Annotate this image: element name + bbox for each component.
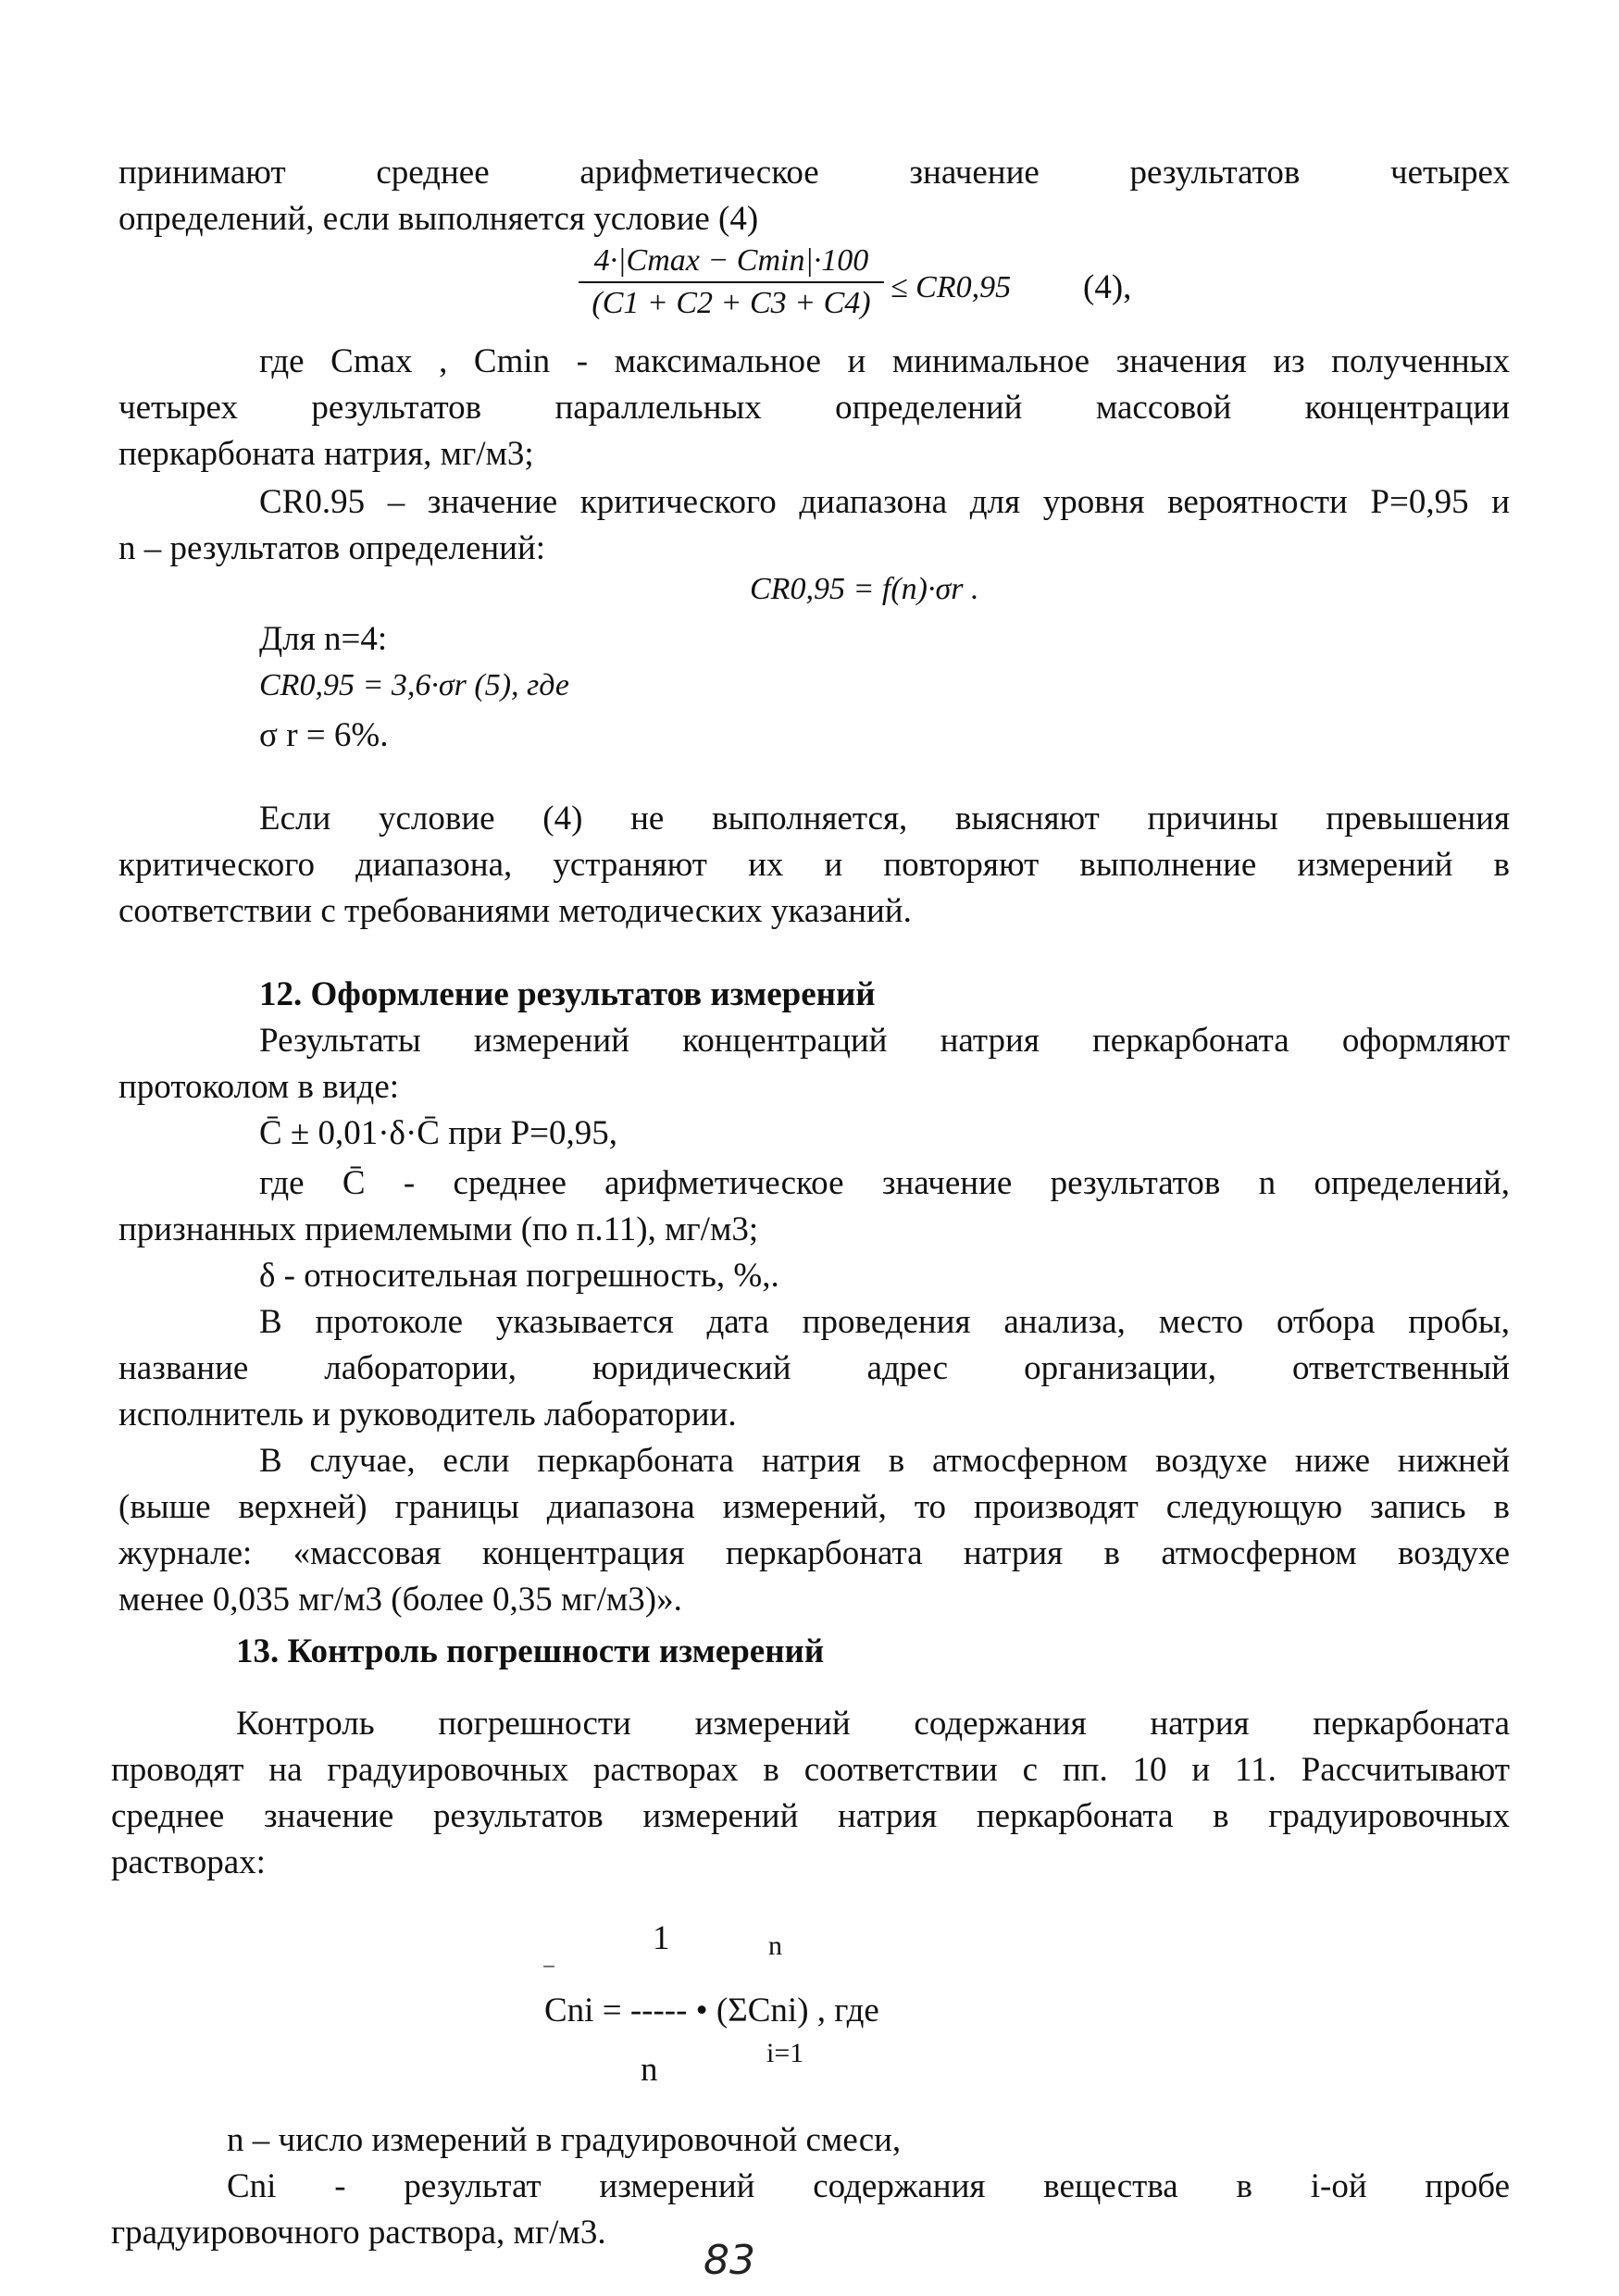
text-line: Для n=4: <box>259 620 388 658</box>
section-heading-13: 13. Контроль погрешности измерений <box>236 1632 825 1670</box>
text-line: n – результатов определений: <box>118 529 546 567</box>
text-line: σ r = 6%. <box>259 716 389 754</box>
text-line: протоколом в виде: <box>118 1068 400 1106</box>
text-line: где C̄ - среднее арифметическое значение результатов n определений, <box>259 1164 1510 1202</box>
text-line: проводят на градуировочных растворах в соответствии с пп. 10 и 11. Рассчитывают <box>111 1751 1510 1789</box>
text-line: Cni - результат измерений содержания вещества в i-ой пробе <box>227 2167 1510 2205</box>
formula-6-one: 1 <box>653 1919 670 1957</box>
formula-5: CR0,95 = 3,6·σr (5), где <box>259 668 570 702</box>
text-line: Если условие (4) не выполняется, выясняют причины превышения <box>259 800 1510 838</box>
page-number: 83 <box>704 2237 755 2284</box>
text-line: градуировочного раствора, мг/м3. <box>111 2214 606 2252</box>
text-line: исполнитель и руководитель лаборатории. <box>118 1396 737 1433</box>
text-line: соответствии с требованиями методических указаний. <box>118 892 912 930</box>
section-heading-12: 12. Оформление результатов измерений <box>259 975 876 1013</box>
formula-6-main: Cni = ----- • (ΣCni) , где <box>544 1992 879 2029</box>
formula-result: C̄ ± 0,01·δ·C̄ при Р=0,95, <box>259 1114 618 1152</box>
formula-6-index: i=1 <box>766 2038 804 2068</box>
text-line: Контроль погрешности измерений содержания натрия перкарбоната <box>236 1705 1510 1743</box>
text-line: перкарбоната натрия, мг/м3; <box>118 435 534 473</box>
formula-6-bar-mark: ‾ <box>544 1964 554 1994</box>
text-line: определений, если выполняется условие (4) <box>118 200 759 238</box>
text-line: название лаборатории, юридический адрес организации, ответственный <box>118 1349 1510 1387</box>
text-line: принимают среднее арифметическое значение результатов четырех <box>118 154 1510 192</box>
formula-6-n-bottom: n <box>641 2051 658 2089</box>
text-line: В протоколе указывается дата проведения анализа, место отбора пробы, <box>259 1303 1510 1341</box>
text-line: критического диапазона, устраняют их и повторяют выполнение измерений в <box>118 846 1510 884</box>
text-line: где Cmax , Cmin - максимальное и минимальное значения из полученных <box>259 342 1510 380</box>
text-line: n – число измерений в градуировочной смеси, <box>227 2121 902 2159</box>
text-line: CR0.95 – значение критического диапазона для уровня вероятности Р=0,95 и <box>259 483 1510 521</box>
formula-4-numerator: 4·|Cmax − Cmin|·100 <box>593 243 869 278</box>
formula-cr: CR0,95 = f(n)·σr . <box>750 572 979 606</box>
text-line: В случае, если перкарбоната натрия в атмосферном воздухе ниже нижней <box>259 1442 1510 1480</box>
formula-4-fraction <box>579 242 884 322</box>
text-line: δ - относительная погрешность, %,. <box>259 1257 779 1295</box>
text-line: (выше верхней) границы диапазона измерений, то производят следующую запись в <box>118 1488 1510 1526</box>
text-line: четырех результатов параллельных определений массовой концентрации <box>118 389 1510 427</box>
formula-4-tag: (4), <box>1083 268 1132 306</box>
text-line: признанных приемлемыми (по п.11), мг/м3; <box>118 1210 759 1248</box>
text-line: Результаты измерений концентраций натрия перкарбоната оформляют <box>259 1022 1510 1060</box>
text-line: среднее значение результатов измерений натрия перкарбоната в градуировочных <box>111 1797 1510 1835</box>
text-line: журнале: «массовая концентрация перкарбоната натрия в атмосферном воздухе <box>118 1534 1510 1572</box>
formula-4-rhs: ≤ CR0,95 <box>890 270 1012 304</box>
formula-6-n-top: n <box>768 1930 782 1961</box>
text-line: менее 0,035 мг/м3 (более 0,35 мг/м3)». <box>118 1581 682 1619</box>
formula-4-denominator: (C1 + C2 + C3 + C4) <box>592 286 871 320</box>
text-line: растворах: <box>111 1843 266 1881</box>
fraction-bar <box>579 281 884 283</box>
